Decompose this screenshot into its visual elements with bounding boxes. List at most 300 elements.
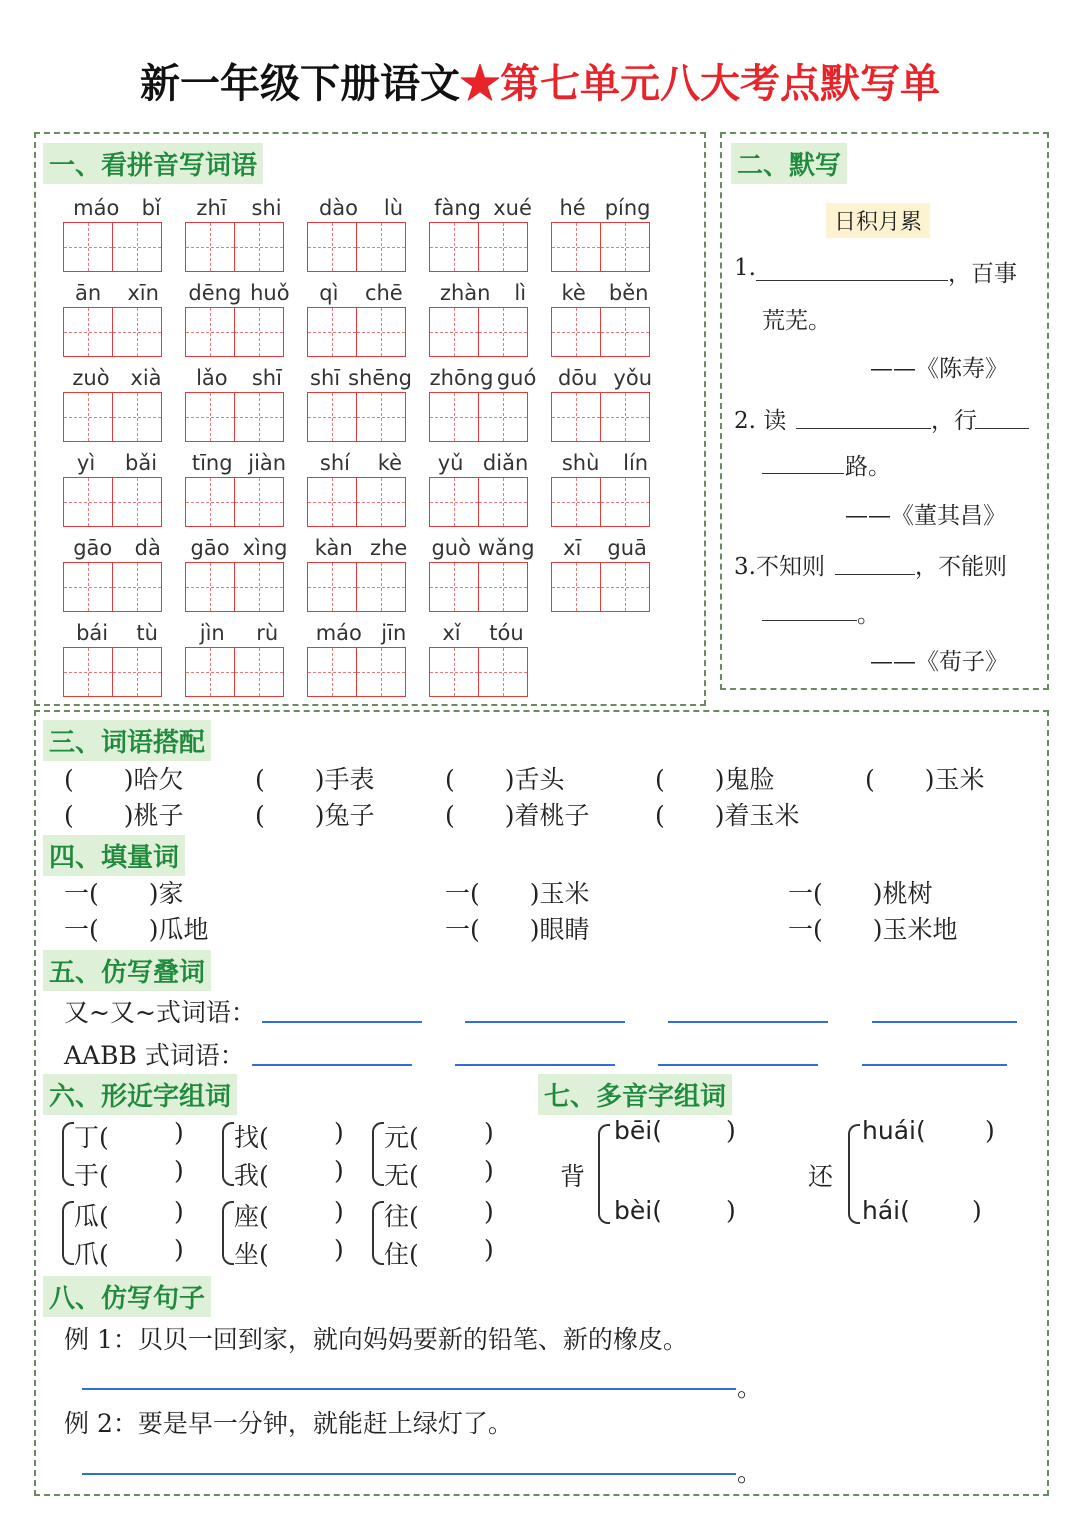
similar-char: 坐( — [234, 1240, 269, 1269]
section-1-title: 一、看拼音写词语 — [43, 143, 263, 184]
pinyin-label — [62, 196, 172, 220]
tianzige-box[interactable] — [357, 562, 406, 612]
pinyin-syllable: chē — [364, 281, 403, 305]
tianzige-box[interactable] — [551, 392, 601, 442]
pinyin-syllable: dà — [134, 536, 161, 560]
pinyin-syllable: xǐ — [442, 621, 461, 645]
tianzige-box[interactable] — [185, 477, 235, 527]
pinyin-word — [548, 281, 670, 366]
pinyin-word — [426, 621, 548, 706]
pinyin-syllable: rù — [256, 621, 279, 645]
tianzige-box[interactable] — [479, 477, 528, 527]
paren-close: ) — [484, 1156, 494, 1185]
pinyin-word — [182, 451, 304, 536]
writing-boxes — [429, 392, 528, 442]
reduplication-label-1: 又~又~式词语： — [64, 998, 256, 1027]
pinyin-syllable: zhàn — [439, 281, 491, 305]
pinyin-word — [548, 366, 670, 451]
pinyin-label — [62, 621, 172, 645]
tianzige-box[interactable] — [185, 392, 235, 442]
measure-item: 一( )瓜地 — [64, 915, 209, 944]
writing-boxes — [63, 647, 162, 697]
tianzige-box[interactable] — [551, 477, 601, 527]
pinyin-grid — [60, 196, 670, 706]
pinyin-word — [426, 281, 548, 366]
writing-boxes — [185, 647, 284, 697]
writing-boxes — [429, 562, 528, 612]
writing-boxes — [551, 392, 650, 442]
pinyin-label — [428, 621, 538, 645]
tianzige-box[interactable] — [185, 562, 235, 612]
q1-source: ——《陈寿》 — [870, 356, 1008, 382]
pinyin-label — [306, 281, 416, 305]
answer-line[interactable] — [262, 1021, 422, 1023]
pinyin-label — [184, 451, 294, 475]
pinyin-syllable: diǎn — [482, 451, 529, 475]
q3-blank-2[interactable] — [762, 620, 857, 621]
similar-char: 找( — [234, 1123, 269, 1152]
polyphone-1b: bèi( — [614, 1196, 662, 1225]
pinyin-word — [426, 536, 548, 621]
answer-line[interactable] — [658, 1064, 818, 1066]
pinyin-label — [550, 196, 660, 220]
match-item: ( )舌头 — [445, 765, 565, 794]
pinyin-syllable: xī — [563, 536, 582, 560]
pinyin-syllable: dēng — [188, 281, 242, 305]
paren-close: ) — [174, 1235, 184, 1264]
pinyin-syllable: kè — [377, 451, 403, 475]
pinyin-word — [60, 366, 182, 451]
tianzige-box[interactable] — [185, 647, 235, 697]
pinyin-syllable: lù — [383, 196, 404, 220]
pinyin-syllable: gāo — [190, 536, 230, 560]
pinyin-syllable: píng — [604, 196, 651, 220]
paren-close: ) — [334, 1197, 344, 1226]
q3-text: 3.不知则 — [734, 554, 825, 580]
tianzige-box[interactable] — [551, 222, 601, 272]
pinyin-label — [306, 451, 416, 475]
pinyin-syllable: dào — [318, 196, 358, 220]
match-item: ( )鬼脸 — [655, 765, 775, 794]
writing-boxes — [185, 307, 284, 357]
pinyin-syllable: ān — [75, 281, 102, 305]
measure-item: 一( )家 — [64, 879, 184, 908]
pinyin-label — [550, 281, 660, 305]
tianzige-box[interactable] — [235, 222, 284, 272]
pinyin-syllable: xià — [130, 366, 162, 390]
pinyin-label — [62, 451, 172, 475]
pinyin-label — [62, 536, 172, 560]
pinyin-syllable: yǒu — [613, 366, 653, 390]
pinyin-syllable: wǎng — [477, 536, 535, 560]
brace-icon — [598, 1124, 610, 1224]
writing-boxes — [429, 307, 528, 357]
title-part1: 新一年级下册语文 — [140, 60, 460, 107]
tianzige-box[interactable] — [479, 307, 528, 357]
pinyin-syllable: dōu — [557, 366, 598, 390]
similar-char: 元( — [384, 1123, 419, 1152]
sentence-line-2[interactable] — [82, 1473, 736, 1475]
pinyin-word — [548, 536, 670, 621]
q1-blank[interactable] — [756, 280, 948, 281]
pinyin-label — [184, 366, 294, 390]
pinyin-syllable: bǐ — [141, 196, 161, 220]
paren-close: ) — [985, 1116, 995, 1145]
similar-char: 无( — [384, 1161, 419, 1190]
similar-char: 我( — [234, 1161, 269, 1190]
tianzige-box[interactable] — [113, 562, 162, 612]
pinyin-word — [548, 451, 670, 536]
match-item: ( )玉米 — [865, 765, 985, 794]
pinyin-syllable: zhōng — [429, 366, 494, 390]
tianzige-box[interactable] — [479, 647, 528, 697]
writing-boxes — [185, 392, 284, 442]
example-2: 例 2：要是早一分钟，就能赶上绿灯了。 — [64, 1409, 513, 1438]
writing-boxes — [63, 477, 162, 527]
similar-char: 座( — [234, 1202, 269, 1231]
pinyin-label — [550, 366, 660, 390]
tianzige-box[interactable] — [479, 392, 528, 442]
pinyin-label — [306, 366, 416, 390]
pinyin-word — [182, 536, 304, 621]
match-item: ( )桃子 — [64, 801, 184, 830]
writing-boxes — [551, 307, 650, 357]
pinyin-label — [306, 621, 416, 645]
pinyin-syllable: xué — [493, 196, 532, 220]
polyphone-2a: huái( — [862, 1116, 926, 1145]
writing-boxes — [307, 562, 406, 612]
pinyin-word — [182, 621, 304, 706]
answer-line[interactable] — [455, 1064, 615, 1066]
pinyin-label — [306, 196, 416, 220]
writing-boxes — [185, 562, 284, 612]
tianzige-box[interactable] — [185, 307, 235, 357]
paren-close: ) — [174, 1197, 184, 1226]
brace-icon — [222, 1122, 234, 1186]
paren-close: ) — [334, 1156, 344, 1185]
tianzige-box[interactable] — [113, 647, 162, 697]
polyphone-1a: bēi( — [614, 1116, 662, 1145]
pinyin-syllable: huǒ — [250, 281, 290, 305]
writing-boxes — [307, 647, 406, 697]
writing-boxes — [429, 222, 528, 272]
tianzige-box[interactable] — [63, 222, 113, 272]
pinyin-syllable: tóu — [489, 621, 524, 645]
q2-text3: 路。 — [845, 454, 891, 480]
pinyin-syllable: máo — [73, 196, 120, 220]
paren-close: ) — [334, 1235, 344, 1264]
tianzige-box[interactable] — [307, 307, 357, 357]
pinyin-word — [182, 281, 304, 366]
q1-text2: 荒芜。 — [762, 308, 831, 334]
reduplication-label-2: AABB 式词语： — [64, 1041, 245, 1070]
writing-boxes — [307, 222, 406, 272]
paren-close: ) — [484, 1118, 494, 1147]
writing-boxes — [63, 562, 162, 612]
tianzige-box[interactable] — [63, 307, 113, 357]
pinyin-label — [184, 281, 294, 305]
pinyin-syllable: qì — [319, 281, 339, 305]
tianzige-box[interactable] — [429, 222, 479, 272]
answer-line[interactable] — [668, 1021, 828, 1023]
sentence-end-1: 。 — [737, 1373, 763, 1402]
pinyin-syllable: guā — [607, 536, 647, 560]
pinyin-word — [182, 366, 304, 451]
paren-close: ) — [972, 1196, 982, 1225]
pinyin-syllable: kàn — [314, 536, 353, 560]
pinyin-syllable: lì — [514, 281, 527, 305]
paren-close: ) — [174, 1118, 184, 1147]
pinyin-syllable: zhī — [196, 196, 227, 220]
writing-boxes — [429, 477, 528, 527]
q3-source: ——《荀子》 — [870, 649, 1008, 675]
pinyin-word — [426, 196, 548, 281]
tianzige-box[interactable] — [235, 307, 284, 357]
pinyin-syllable: shī — [310, 366, 341, 390]
pinyin-syllable: gāo — [73, 536, 113, 560]
writing-boxes — [63, 307, 162, 357]
writing-boxes — [307, 392, 406, 442]
pinyin-syllable: jìn — [199, 621, 225, 645]
sentence-end-2: 。 — [737, 1458, 763, 1487]
pinyin-label — [306, 536, 416, 560]
pinyin-syllable: xīn — [127, 281, 159, 305]
pinyin-label — [62, 366, 172, 390]
tianzige-box[interactable] — [429, 647, 479, 697]
tianzige-box[interactable] — [113, 392, 162, 442]
pinyin-label — [550, 536, 660, 560]
paren-close: ) — [484, 1235, 494, 1264]
pinyin-syllable: yǔ — [437, 451, 464, 475]
writing-boxes — [185, 477, 284, 527]
daily-badge: 日积月累 — [826, 203, 930, 238]
section-2-title: 二、默写 — [731, 143, 847, 184]
pinyin-syllable: tīng — [191, 451, 233, 475]
tianzige-box[interactable] — [63, 477, 113, 527]
star-icon: ★ — [460, 60, 500, 107]
tianzige-box[interactable] — [357, 307, 406, 357]
pinyin-word — [304, 366, 426, 451]
tianzige-box[interactable] — [63, 562, 113, 612]
writing-boxes — [307, 477, 406, 527]
pinyin-syllable: shēng — [348, 366, 412, 390]
answer-line[interactable] — [252, 1064, 412, 1066]
pinyin-syllable: guó — [496, 366, 537, 390]
pinyin-label — [184, 621, 294, 645]
measure-item: 一( )桃树 — [788, 879, 933, 908]
pinyin-syllable: shù — [561, 451, 600, 475]
pinyin-word — [426, 366, 548, 451]
measure-item: 一( )玉米地 — [788, 915, 958, 944]
pinyin-word — [304, 536, 426, 621]
pinyin-label — [550, 451, 660, 475]
pinyin-syllable: kè — [561, 281, 586, 305]
tianzige-box[interactable] — [307, 222, 357, 272]
tianzige-box[interactable] — [601, 562, 650, 612]
measure-item: 一( )玉米 — [445, 879, 590, 908]
pinyin-label — [184, 536, 294, 560]
section-3-title: 三、词语搭配 — [43, 720, 211, 761]
pinyin-syllable: jīn — [381, 621, 407, 645]
pinyin-label — [428, 281, 538, 305]
title-part2: 第七单元八大考点默写单 — [500, 60, 940, 107]
tianzige-box[interactable] — [429, 562, 479, 612]
pinyin-syllable: fàng — [434, 196, 481, 220]
tianzige-box[interactable] — [551, 307, 601, 357]
pinyin-label — [62, 281, 172, 305]
pinyin-syllable: lǎo — [196, 366, 228, 390]
answer-line[interactable] — [872, 1021, 1017, 1023]
pinyin-syllable: jiàn — [248, 451, 287, 475]
tianzige-box[interactable] — [235, 477, 284, 527]
writing-boxes — [307, 307, 406, 357]
pinyin-word — [60, 281, 182, 366]
pinyin-label — [428, 196, 538, 220]
tianzige-box[interactable] — [429, 477, 479, 527]
pinyin-word — [304, 621, 426, 706]
tianzige-box[interactable] — [357, 392, 406, 442]
pinyin-syllable: xìng — [242, 536, 288, 560]
writing-boxes — [429, 647, 528, 697]
pinyin-word — [60, 196, 182, 281]
match-item: ( )兔子 — [255, 801, 375, 830]
pinyin-syllable: tù — [136, 621, 158, 645]
pinyin-word — [60, 536, 182, 621]
tianzige-box[interactable] — [479, 562, 528, 612]
pinyin-word — [304, 196, 426, 281]
writing-boxes — [551, 562, 650, 612]
pinyin-syllable: shī — [251, 366, 282, 390]
pinyin-syllable: zuò — [72, 366, 110, 390]
tianzige-box[interactable] — [113, 477, 162, 527]
writing-boxes — [63, 392, 162, 442]
tianzige-box[interactable] — [235, 647, 284, 697]
tianzige-box[interactable] — [357, 477, 406, 527]
q3-text2: ，不能则 — [915, 554, 1007, 580]
example-1: 例 1：贝贝一回到家，就向妈妈要新的铅笔、新的橡皮。 — [64, 1325, 688, 1354]
section-7-title: 七、多音字组词 — [538, 1074, 732, 1115]
writing-boxes — [185, 222, 284, 272]
answer-line[interactable] — [862, 1064, 1007, 1066]
answer-line[interactable] — [465, 1021, 625, 1023]
pinyin-word — [182, 196, 304, 281]
tianzige-box[interactable] — [551, 562, 601, 612]
tianzige-box[interactable] — [63, 647, 113, 697]
pinyin-word — [426, 451, 548, 536]
q2-blank-2[interactable] — [975, 428, 1029, 429]
pinyin-syllable: zhe — [370, 536, 408, 560]
similar-char: 爪( — [74, 1240, 109, 1269]
tianzige-box[interactable] — [63, 392, 113, 442]
tianzige-box[interactable] — [601, 307, 650, 357]
paren-close: ) — [484, 1197, 494, 1226]
section-4-title: 四、填量词 — [43, 835, 185, 876]
measure-item: 一( )眼睛 — [445, 915, 590, 944]
brace-icon — [62, 1201, 74, 1265]
q1-text: ，百事 — [948, 261, 1017, 287]
pinyin-syllable: bái — [76, 621, 109, 645]
paren-close: ) — [334, 1118, 344, 1147]
tianzige-box[interactable] — [307, 562, 357, 612]
match-item: ( )哈欠 — [64, 765, 184, 794]
tianzige-box[interactable] — [601, 222, 650, 272]
polyphone-char-1: 背 — [560, 1162, 586, 1191]
q2-text: 2. 读 — [734, 408, 787, 434]
tianzige-box[interactable] — [357, 222, 406, 272]
pinyin-syllable: běn — [608, 281, 649, 305]
pinyin-label — [184, 196, 294, 220]
pinyin-word — [304, 451, 426, 536]
tianzige-box[interactable] — [429, 392, 479, 442]
brace-icon — [372, 1122, 384, 1186]
paren-close: ) — [726, 1196, 736, 1225]
pinyin-label — [428, 536, 538, 560]
brace-icon — [848, 1124, 860, 1224]
tianzige-box[interactable] — [479, 222, 528, 272]
pinyin-word — [548, 196, 670, 281]
similar-char: 于( — [74, 1161, 109, 1190]
writing-boxes — [551, 477, 650, 527]
pinyin-syllable: bǎi — [125, 451, 158, 475]
tianzige-box[interactable] — [601, 392, 650, 442]
tianzige-box[interactable] — [113, 307, 162, 357]
pinyin-syllable: shí — [319, 451, 350, 475]
similar-char: 住( — [384, 1240, 419, 1269]
pinyin-syllable: hé — [559, 196, 586, 220]
pinyin-syllable: lín — [623, 451, 649, 475]
tianzige-box[interactable] — [429, 307, 479, 357]
q3-blank-1[interactable] — [835, 574, 915, 575]
pinyin-word — [304, 281, 426, 366]
pinyin-label — [428, 366, 538, 390]
brace-icon — [62, 1122, 74, 1186]
paren-close: ) — [174, 1156, 184, 1185]
q2-blank-1[interactable] — [796, 428, 931, 429]
pinyin-word — [60, 621, 182, 706]
pinyin-syllable: shi — [251, 196, 282, 220]
tianzige-box[interactable] — [235, 392, 284, 442]
polyphone-char-2: 还 — [808, 1162, 834, 1191]
q2-text2: ，行 — [931, 408, 977, 434]
tianzige-box[interactable] — [357, 647, 406, 697]
q3-text3: 。 — [857, 602, 880, 628]
pinyin-syllable: yì — [76, 451, 96, 475]
tianzige-box[interactable] — [307, 477, 357, 527]
q2-blank-3[interactable] — [762, 473, 844, 474]
page-title — [0, 52, 1080, 109]
tianzige-box[interactable] — [235, 562, 284, 612]
polyphone-2b: hái( — [862, 1196, 910, 1225]
tianzige-box[interactable] — [113, 222, 162, 272]
match-item: ( )着玉米 — [655, 801, 800, 830]
sentence-line-1[interactable] — [82, 1388, 736, 1390]
tianzige-box[interactable] — [307, 392, 357, 442]
writing-boxes — [551, 222, 650, 272]
q1-number: 1. — [734, 255, 756, 281]
tianzige-box[interactable] — [185, 222, 235, 272]
q2-source: ——《董其昌》 — [845, 503, 1006, 529]
pinyin-word — [60, 451, 182, 536]
section-5-title: 五、仿写叠词 — [43, 950, 211, 991]
writing-boxes — [63, 222, 162, 272]
tianzige-box[interactable] — [307, 647, 357, 697]
tianzige-box[interactable] — [601, 477, 650, 527]
pinyin-label — [428, 451, 538, 475]
similar-char: 瓜( — [74, 1202, 109, 1231]
brace-icon — [222, 1201, 234, 1265]
match-item: ( )手表 — [255, 765, 375, 794]
section-8-title: 八、仿写句子 — [43, 1276, 211, 1317]
